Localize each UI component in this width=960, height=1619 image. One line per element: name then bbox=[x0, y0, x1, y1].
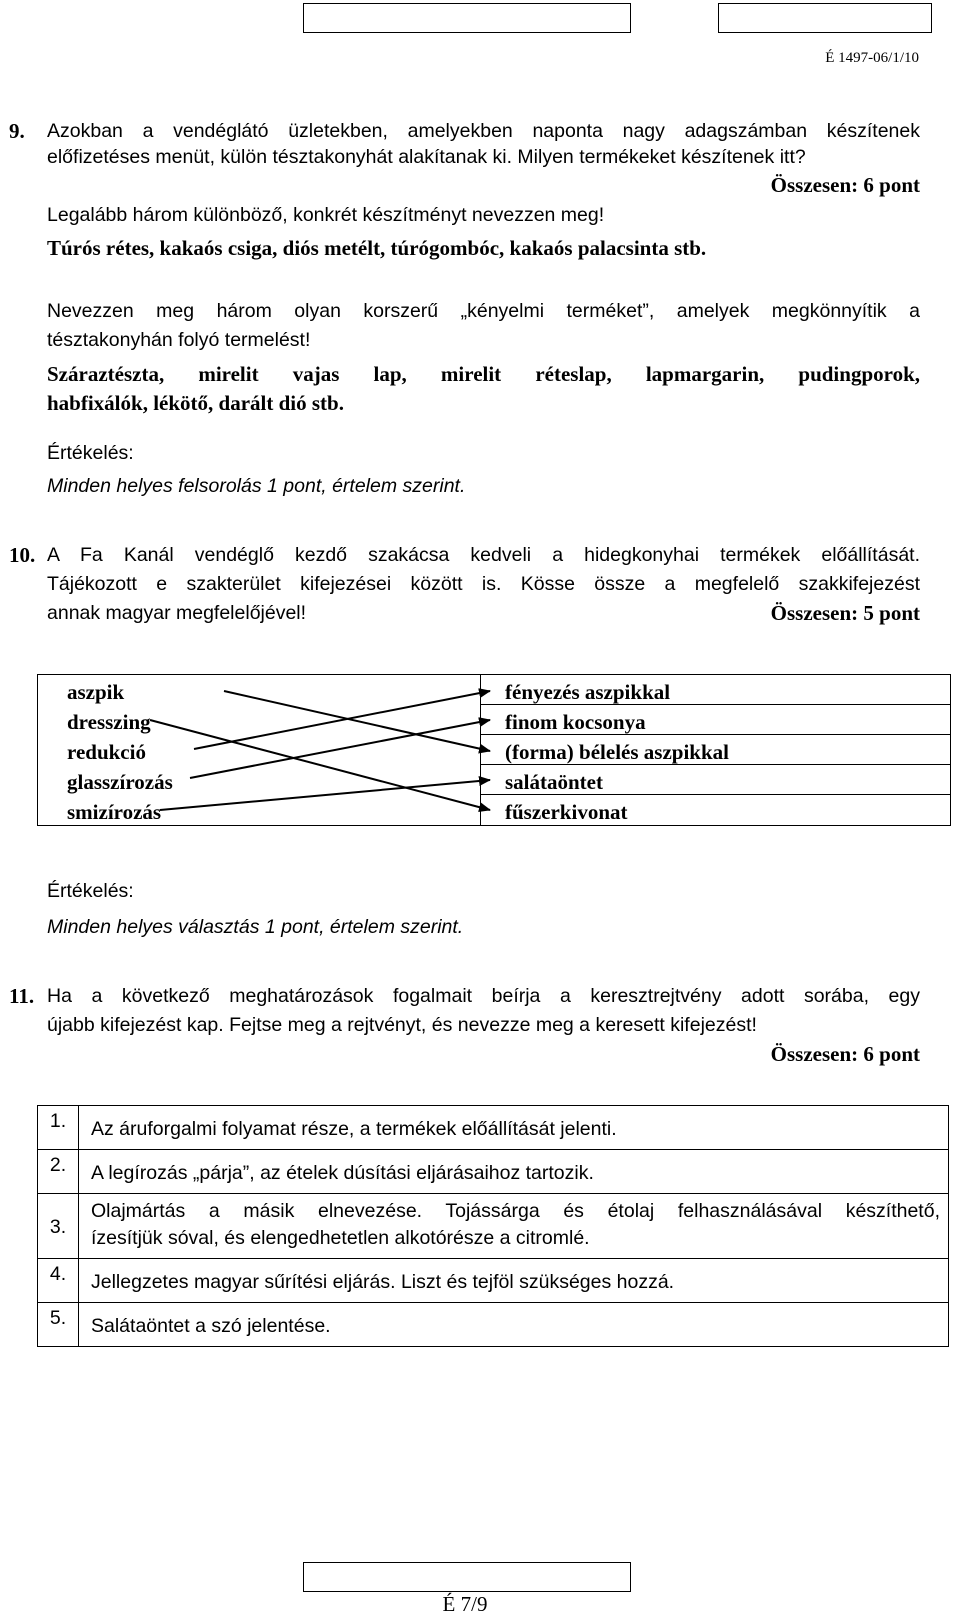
q11-number: 11. bbox=[9, 984, 35, 1008]
table-row bbox=[38, 1106, 949, 1150]
table-row bbox=[38, 1259, 949, 1303]
table-row bbox=[38, 1150, 949, 1194]
right-term: finom kocsonya bbox=[505, 710, 646, 734]
q9-total: Összesen: 6 pont bbox=[770, 173, 920, 197]
row-definition: Salátaöntet a szó jelentése. bbox=[79, 1303, 949, 1347]
row-definition bbox=[79, 1194, 949, 1259]
page-number: É 7/9 bbox=[442, 1592, 488, 1616]
q10-line1: A Fa Kanál vendéglő kezdő szakácsa kedveli a hidegkonyhai termékek előállítását. bbox=[47, 544, 920, 566]
right-term: salátaöntet bbox=[505, 770, 603, 794]
left-term: smizírozás bbox=[67, 800, 162, 824]
q9-eval-text: Minden helyes felsorolás 1 pont, értelem szerint. bbox=[47, 475, 466, 497]
left-term: glasszírozás bbox=[67, 770, 173, 794]
q9-intro-line1: Azokban a vendéglátó üzletekben, amelyekben naponta nagy adagszámban készítenek bbox=[47, 120, 920, 142]
row-definition-line2: ízesítjük sóval, és elengedhetetlen alkotórésze a citromlé. bbox=[91, 1227, 590, 1249]
row-number: 4. bbox=[38, 1259, 79, 1303]
q10-line2: Tájékozott e szakterület kifejezései között is. Kösse össze a megfelelő szakkifejezést bbox=[47, 573, 920, 595]
arrow-smizirozas bbox=[160, 780, 490, 810]
right-term: fényezés aszpikkal bbox=[505, 680, 671, 704]
q9-eval-label: Értékelés: bbox=[47, 442, 134, 464]
row-number: 1. bbox=[38, 1106, 79, 1150]
crossword-definitions-table bbox=[37, 1105, 949, 1347]
q9-sub1-answer: Túrós rétes, kakaós csiga, diós metélt, túrógombóc, kakaós palacsinta stb. bbox=[47, 236, 707, 260]
footer-box bbox=[303, 1562, 631, 1592]
row-definition: Az áruforgalmi folyamat része, a termékek előállítását jelenti. bbox=[79, 1106, 949, 1150]
right-term: fűszerkivonat bbox=[505, 800, 628, 824]
row-definition: A legírozás „párja”, az ételek dúsítási eljárásaihoz tartozik. bbox=[79, 1150, 949, 1194]
q10-number: 10. bbox=[9, 543, 36, 567]
table-row bbox=[38, 1194, 949, 1259]
table-row bbox=[38, 1303, 949, 1347]
row-number: 3. bbox=[38, 1194, 79, 1259]
right-term: (forma) bélelés aszpikkal bbox=[505, 740, 729, 764]
q11-total: Összesen: 6 pont bbox=[770, 1042, 920, 1066]
q11-line1: Ha a következő meghatározások fogalmait beírja a keresztrejtvény adott sorába, egy bbox=[47, 985, 920, 1007]
left-term: redukció bbox=[67, 740, 146, 764]
q10-eval-label: Értékelés: bbox=[47, 880, 134, 902]
q9-sub2-question-line2: tésztakonyhán folyó termelést! bbox=[47, 329, 311, 351]
q9-sub2-answer-line2: habfixálók, lékötő, darált dió stb. bbox=[47, 391, 344, 415]
q9-sub2-question-line1: Nevezzen meg három olyan korszerű „kényelmi terméket”, amelyek megkönnyítik a bbox=[47, 300, 920, 322]
q9-intro-line2: előfizetéses menüt, külön tésztakonyhát alakítanak ki. Milyen termékeket készítenek itt? bbox=[47, 146, 806, 168]
document-code: É 1497-06/1/10 bbox=[825, 50, 919, 66]
q11-line2: újabb kifejezést kap. Fejtse meg a rejtvényt, és nevezze meg a keresett kifejezést! bbox=[47, 1014, 757, 1036]
row-number: 2. bbox=[38, 1150, 79, 1194]
q9-sub2-answer-line1: Száraztészta, mirelit vajas lap, mirelit réteslap, lapmargarin, pudingporok, bbox=[47, 362, 920, 386]
left-term: aszpik bbox=[67, 680, 125, 704]
row-number: 5. bbox=[38, 1303, 79, 1347]
q9-number: 9. bbox=[9, 119, 25, 143]
row-definition-line1: Olajmártás a másik elnevezése. Tojássárga és étolaj felhasználásával készíthető, bbox=[91, 1200, 940, 1222]
q10-eval-text: Minden helyes választás 1 pont, értelem szerint. bbox=[47, 916, 464, 938]
left-term: dresszing bbox=[67, 710, 151, 734]
arrow-dresszing bbox=[150, 720, 490, 810]
arrow-aszpik bbox=[224, 691, 490, 751]
q10-line3: annak magyar megfelelőjével! bbox=[47, 602, 307, 624]
q10-total: Összesen: 5 pont bbox=[770, 601, 920, 625]
row-definition: Jellegzetes magyar sűrítési eljárás. Liszt és tejföl szükséges hozzá. bbox=[79, 1259, 949, 1303]
q9-sub1-question: Legalább három különböző, konkrét készítményt nevezzen meg! bbox=[47, 204, 605, 226]
